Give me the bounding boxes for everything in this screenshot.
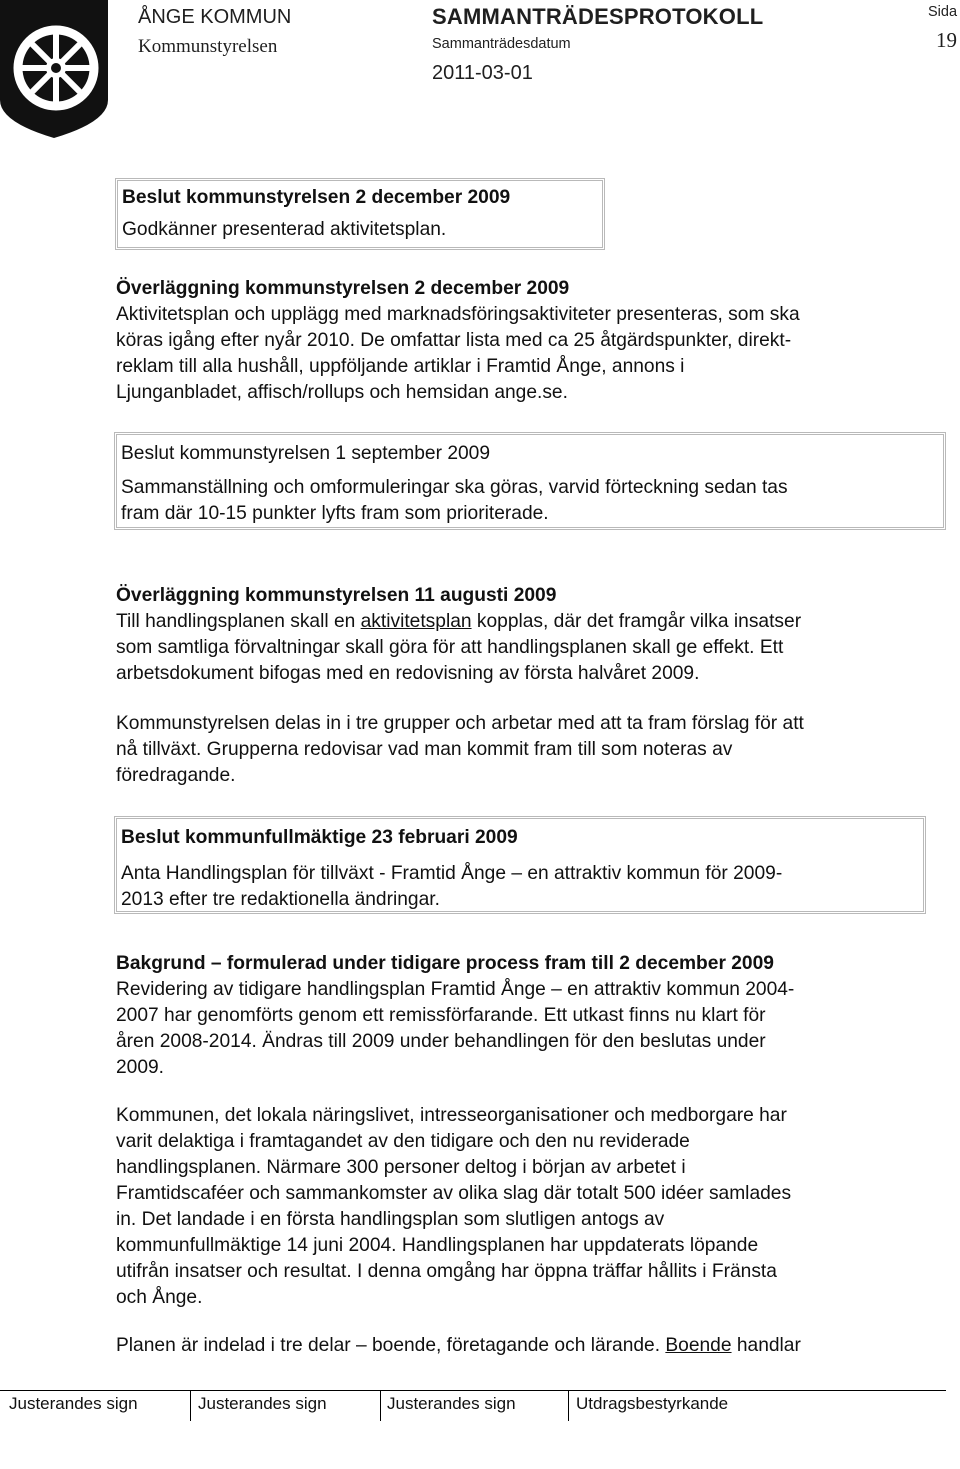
text-line: arbetsdokument bifogas med en redovisning av första halvåret 2009. [116, 663, 700, 684]
organization-name: ÅNGE KOMMUN [138, 6, 292, 28]
text-line: handlingsplanen. Närmare 300 personer deltog i början av arbetet i [116, 1157, 686, 1178]
text-line: in. Det landade i en första handlingsplan som slutligen antogs av [116, 1209, 665, 1230]
text-line [116, 1333, 946, 1359]
footer-certification: Utdragsbestyrkande [576, 1394, 729, 1413]
section-heading: Beslut kommunstyrelsen 2 december 2009 [122, 187, 511, 208]
text-line: fram där 10-15 punkter lyfts fram som prioriterade. [121, 503, 549, 524]
page-label: Sida [928, 4, 958, 20]
aktivitetsplan-link[interactable]: aktivitetsplan [360, 611, 472, 632]
text-line: som samtliga förvaltningar skall göra för att handlingsplanen skall ge effekt. Ett [116, 637, 784, 658]
text-line: reklam till alla hushåll, uppföljande artiklar i Framtid Ånge, annons i [116, 356, 685, 377]
text-line: Kommunstyrelsen delas in i tre grupper och arbetar med att ta fram förslag för att [116, 713, 804, 734]
page-number: 19 [936, 28, 957, 52]
footer-divider [380, 1391, 381, 1421]
decision-box-kf-23feb [114, 816, 926, 914]
text-line: Framtidscaféer och sammankomster av olika slag där totalt 500 idéer samlades [116, 1183, 792, 1204]
meeting-date: 2011-03-01 [432, 62, 533, 84]
protocol-title: SAMMANTRÄDESPROTOKOLL [432, 4, 764, 29]
text-line: varit delaktiga i framtagandet av den tidigare och den nu reviderade [116, 1131, 690, 1152]
background-section [116, 951, 946, 1359]
text-line: Sammanställning och omformuleringar ska göras, varvid förteckning sedan tas [121, 477, 788, 498]
section-heading: Bakgrund – formulerad under tidigare process fram till 2 december 2009 [116, 953, 774, 974]
decision-box-ks-1sep [114, 432, 946, 530]
text-line: 2013 efter tre redaktionella ändringar. [121, 889, 440, 910]
text-line: åren 2008-2014. Ändras till 2009 under behandlingen för den beslutas under [116, 1031, 766, 1052]
date-label: Sammanträdesdatum [432, 36, 571, 52]
footer-signature-3: Justerandes sign [387, 1394, 516, 1413]
text-line: köras igång efter nyår 2010. De omfattar lista med ca 25 åtgärdspunkter, direkt- [116, 330, 792, 351]
text-line: Kommunen, det lokala näringslivet, intresseorganisationer och medborgare har [116, 1105, 787, 1126]
department-name: Kommunstyrelsen [138, 36, 278, 57]
text-line: nå tillväxt. Grupperna redovisar vad man kommit fram till som noteras av [116, 739, 733, 760]
section-heading: Överläggning kommunstyrelsen 11 augusti 2009 [116, 585, 557, 606]
text-line: 2009. [116, 1057, 165, 1078]
deliberation-ks-2dec [116, 276, 936, 406]
decision-box-ks-2dec [115, 178, 605, 250]
decision-text: Godkänner presenterad aktivitetsplan. [122, 219, 447, 240]
wheel-emblem-icon [0, 0, 108, 140]
footer-divider [190, 1391, 191, 1421]
text-segment: handlar [731, 1335, 801, 1356]
section-heading: Överläggning kommunstyrelsen 2 december 2009 [116, 278, 570, 299]
text-line: Anta Handlingsplan för tillväxt - Framtid Ånge – en attraktiv kommun för 2009- [121, 863, 783, 884]
text-line: Ljunganbladet, affisch/rollups och hemsidan ange.se. [116, 382, 568, 403]
text-line [116, 609, 946, 635]
section-heading: Beslut kommunstyrelsen 1 september 2009 [121, 443, 491, 464]
text-line: föredragande. [116, 765, 236, 786]
boende-link[interactable]: Boende [665, 1335, 732, 1356]
deliberation-ks-11aug [116, 583, 946, 789]
footer-signature-1: Justerandes sign [9, 1394, 138, 1413]
text-line: kommunfullmäktige 14 juni 2004. Handlingsplanen har uppdaterats löpande [116, 1235, 759, 1256]
text-segment: Planen är indelad i tre delar – boende, företagande och lärande. [116, 1335, 666, 1356]
footer-signature-2: Justerandes sign [198, 1394, 327, 1413]
text-line: utifrån insatser och resultat. I denna omgång har öppna träffar hållits i Fränsta [116, 1261, 777, 1282]
text-segment: kopplas, där det framgår vilka insatser [471, 611, 802, 632]
text-line: Aktivitetsplan och upplägg med marknadsföringsaktiviteter presenteras, som ska [116, 304, 800, 325]
text-segment: Till handlingsplanen skall en [116, 611, 361, 632]
section-heading: Beslut kommunfullmäktige 23 februari 2009 [121, 827, 518, 848]
footer-rule [0, 1390, 946, 1391]
municipality-logo [0, 0, 108, 140]
text-line: Revidering av tidigare handlingsplan Framtid Ånge – en attraktiv kommun 2004- [116, 979, 795, 1000]
text-line: 2007 har genomförts genom ett remissförfarande. Ett utkast finns nu klart för [116, 1005, 766, 1026]
footer-divider [568, 1391, 569, 1421]
text-line: och Ånge. [116, 1287, 203, 1308]
